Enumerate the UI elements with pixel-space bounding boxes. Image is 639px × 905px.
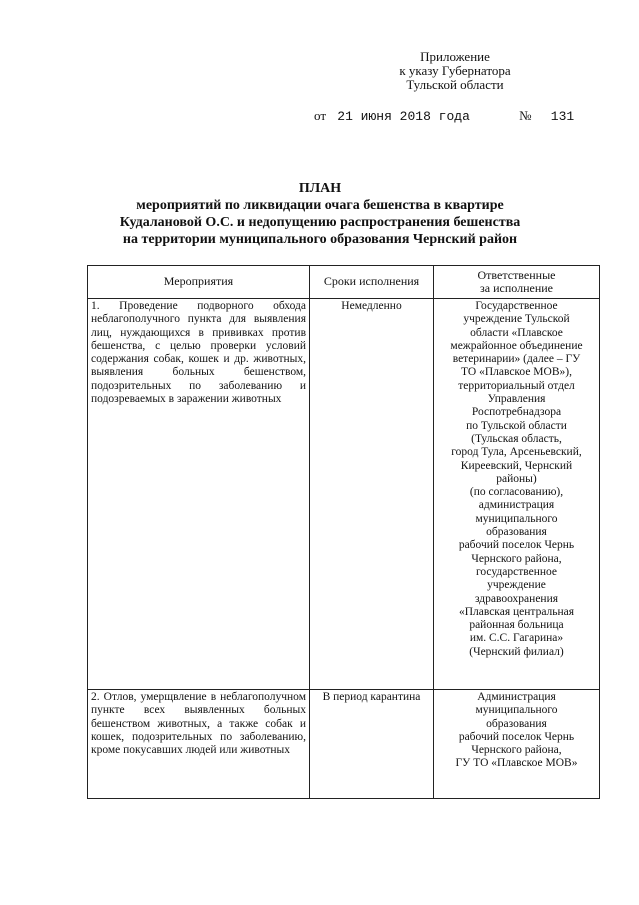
appendix-line: Тульской области bbox=[406, 77, 504, 92]
appendix-line: к указу Губернатора bbox=[399, 63, 511, 78]
event-cell: 1. Проведение подворного обхода неблагополучного пункта для выявления лиц, нуждающихся в прививках против бешенства, с целью проверки условий содержания собак, кошек и др. животных, выявления больных бешенством, подозрительных по заболеванию и подозреваемых в заражении животных bbox=[88, 299, 310, 690]
header-terms: Сроки исполнения bbox=[310, 266, 434, 299]
decree-from-label: от bbox=[314, 108, 327, 123]
decree-date: 21 июня 2018 года bbox=[337, 109, 470, 124]
responsible-cell: Государственное учреждение Тульской области «Плавское межрайонное объединение ветеринарии» (далее – ГУ ТО «Плавское МОВ»), территориальный отдел Управления Роспотребнадзора по Тульской области (Тульская область, город Тула, Арсеньевский, Киреевский, Чернский районы) (по согласованию), администрация муниципального образования рабочий поселок Чернь Чернского района, государственное учреждение здравоохранения «Плавская центральная районная больница им. С.С. Гагарина» (Чернский филиал) bbox=[434, 299, 600, 690]
term-cell: В период карантина bbox=[310, 690, 434, 799]
document-title bbox=[60, 180, 580, 248]
title-line: Кудалановой О.С. и недопущению распространения бешенства bbox=[119, 215, 521, 230]
header-responsible: Ответственные за исполнение bbox=[434, 266, 600, 299]
responsible-cell: Администрация муниципального образования рабочий поселок Чернь Чернского района, ГУ ТО «Плавское МОВ» bbox=[434, 690, 600, 799]
title-line: мероприятий по ликвидации очага бешенства в квартире bbox=[136, 198, 504, 213]
title-heading: ПЛАН bbox=[298, 181, 342, 196]
appendix-header bbox=[370, 50, 540, 92]
table-row bbox=[88, 299, 600, 690]
appendix-line: Приложение bbox=[420, 49, 490, 64]
table-header-row bbox=[88, 266, 600, 299]
header-events: Мероприятия bbox=[88, 266, 310, 299]
term-cell: Немедленно bbox=[310, 299, 434, 690]
decree-number-sign: № bbox=[519, 108, 532, 123]
decree-number: 131 bbox=[550, 109, 575, 124]
decree-reference bbox=[314, 108, 574, 124]
event-cell: 2. Отлов, умерщвление в неблагополучном пункте всех выявленных больных бешенством животных, а также собак и кошек, подозрительных по заболеванию, кроме покусавших людей или животных bbox=[88, 690, 310, 799]
table-row bbox=[88, 690, 600, 799]
plan-table bbox=[87, 265, 600, 799]
title-line: на территории муниципального образования Чернский район bbox=[122, 232, 518, 247]
